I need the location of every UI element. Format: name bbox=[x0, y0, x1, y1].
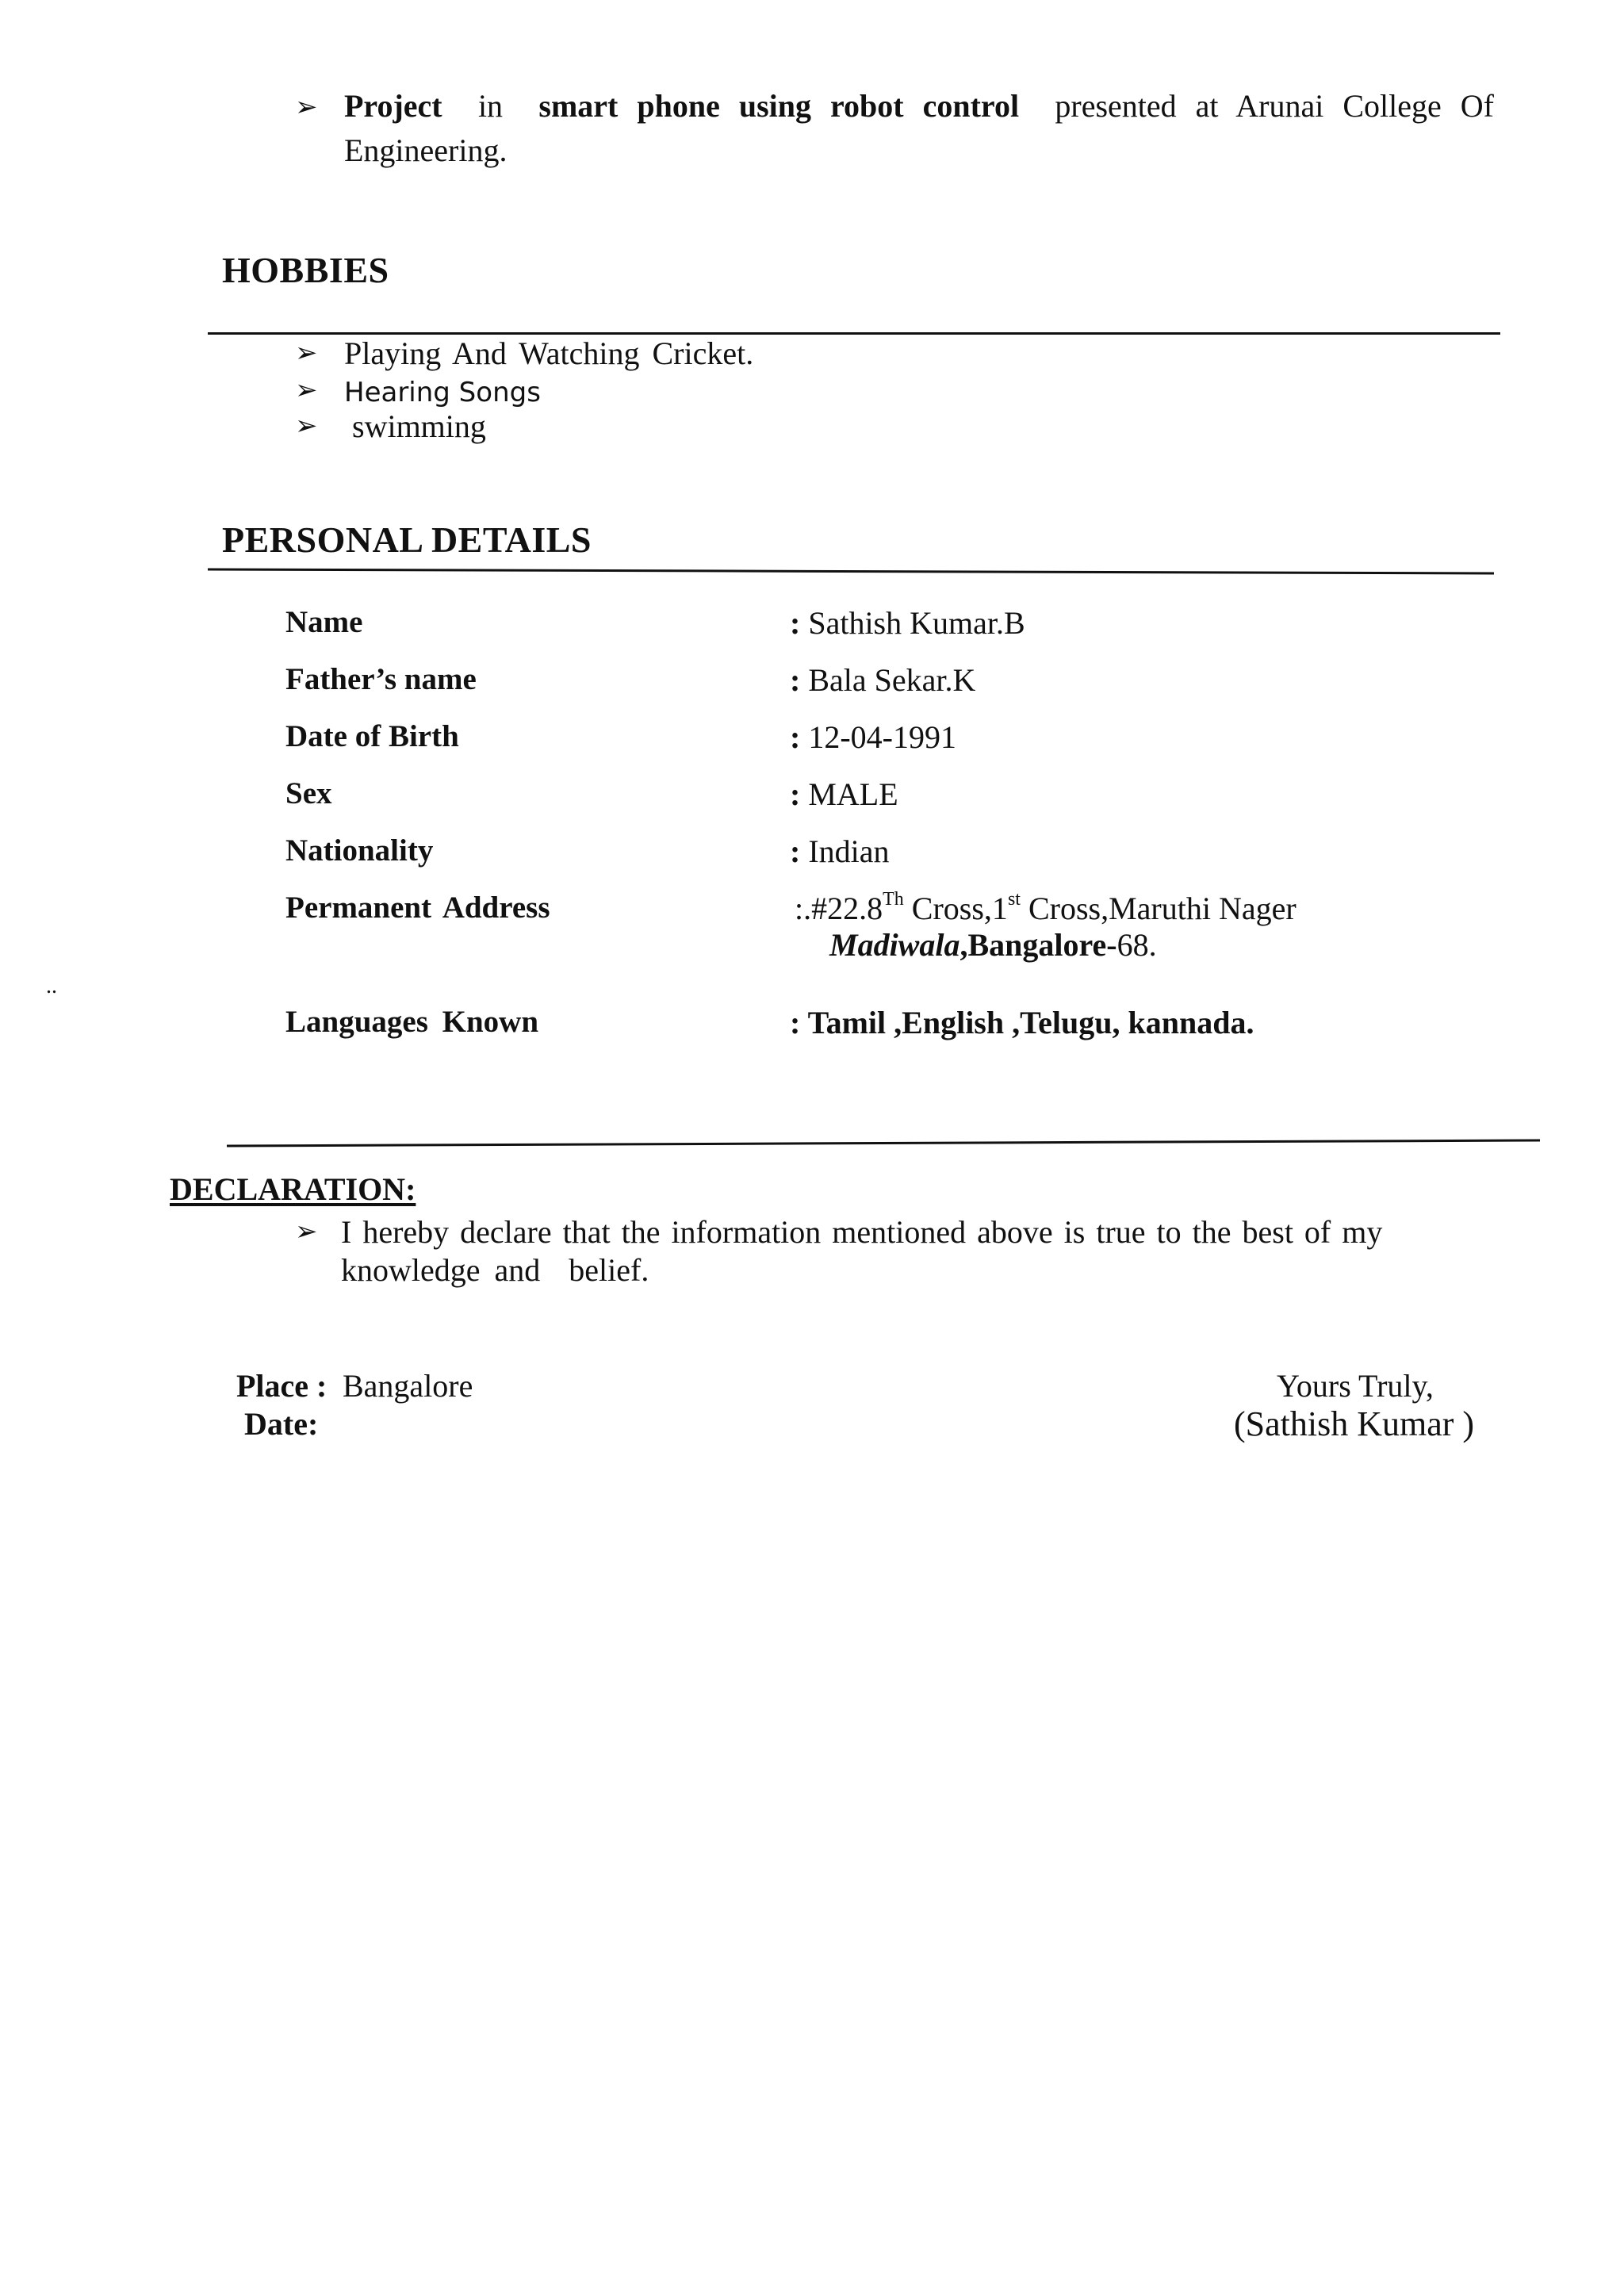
field-value-nationality: : Indian bbox=[790, 833, 890, 869]
address-mid: Cross,1 bbox=[903, 891, 1008, 926]
field-label-father-name: Father’s name bbox=[285, 662, 477, 696]
project-word: Project bbox=[344, 88, 442, 124]
field-label-nationality: Nationality bbox=[285, 833, 434, 868]
closing-text: Yours Truly, bbox=[1277, 1368, 1434, 1404]
field-label-sex: Sex bbox=[285, 776, 332, 810]
field-value-name: : Sathish Kumar.B bbox=[790, 605, 1025, 641]
address-pin: 68. bbox=[1116, 927, 1157, 963]
date-label: Date: bbox=[244, 1406, 319, 1442]
bullet-icon: ➢ bbox=[295, 410, 318, 442]
declaration-line-1: I hereby declare that the information mentioned above is true to the best of my bbox=[341, 1214, 1383, 1250]
nationality-value: Indian bbox=[808, 833, 890, 869]
field-value-address-line2 bbox=[829, 926, 1157, 964]
declaration-heading: DECLARATION: bbox=[170, 1171, 416, 1207]
address-locality: Madiwala bbox=[829, 927, 960, 963]
project-in: in bbox=[477, 88, 504, 124]
address-sup-th: Th bbox=[883, 889, 904, 910]
bullet-icon: ➢ bbox=[295, 337, 318, 369]
declaration-divider bbox=[227, 1137, 1543, 1148]
project-rest: presented at Arunai College Of bbox=[1055, 88, 1494, 124]
field-label-languages: Languages Known bbox=[285, 1005, 539, 1039]
declaration-line-2: knowledge and belief. bbox=[341, 1252, 649, 1288]
margin-mark: .. bbox=[46, 974, 57, 998]
place-label: Place : bbox=[236, 1368, 327, 1404]
name-value: Sathish Kumar.B bbox=[808, 605, 1025, 641]
hobby-item: Playing And Watching Cricket. bbox=[344, 335, 754, 371]
field-value-dob: : 12-04-1991 bbox=[790, 719, 956, 755]
address-tail: Cross,Maruthi Nager bbox=[1020, 891, 1297, 926]
hobby-item: swimming bbox=[344, 408, 486, 444]
field-label-address: Permanent Address bbox=[285, 891, 550, 925]
address-city: ,Bangalore- bbox=[959, 927, 1117, 963]
field-value-father-name: : Bala Sekar.K bbox=[790, 662, 976, 698]
hobby-item: Hearing Songs bbox=[344, 377, 541, 408]
project-line-2: Engineering. bbox=[344, 132, 508, 168]
father-name-value: Bala Sekar.K bbox=[808, 662, 976, 698]
personal-details-heading: PERSONAL DETAILS bbox=[222, 519, 592, 560]
address-sup-st: st bbox=[1007, 889, 1021, 910]
project-line bbox=[344, 87, 1494, 125]
hobbies-heading: HOBBIES bbox=[222, 250, 389, 290]
field-value-sex: : MALE bbox=[790, 776, 898, 812]
personal-details-divider bbox=[208, 565, 1500, 576]
address-prefix: :.#22.8 bbox=[795, 891, 883, 926]
field-value-languages: : Tamil ,English ,Telugu, kannada. bbox=[790, 1005, 1254, 1040]
bullet-icon: ➢ bbox=[295, 91, 318, 123]
place-value: Bangalore bbox=[343, 1368, 473, 1404]
field-value-address bbox=[795, 890, 1297, 927]
bullet-icon: ➢ bbox=[295, 1216, 318, 1247]
signature-name: (Sathish Kumar ) bbox=[1234, 1404, 1475, 1443]
dob-value: 12-04-1991 bbox=[808, 719, 956, 755]
sex-value: MALE bbox=[808, 776, 898, 812]
field-label-name: Name bbox=[285, 605, 363, 639]
field-label-dob: Date of Birth bbox=[285, 719, 459, 753]
bullet-icon: ➢ bbox=[295, 374, 318, 406]
project-title: smart phone using robot control bbox=[538, 88, 1020, 124]
